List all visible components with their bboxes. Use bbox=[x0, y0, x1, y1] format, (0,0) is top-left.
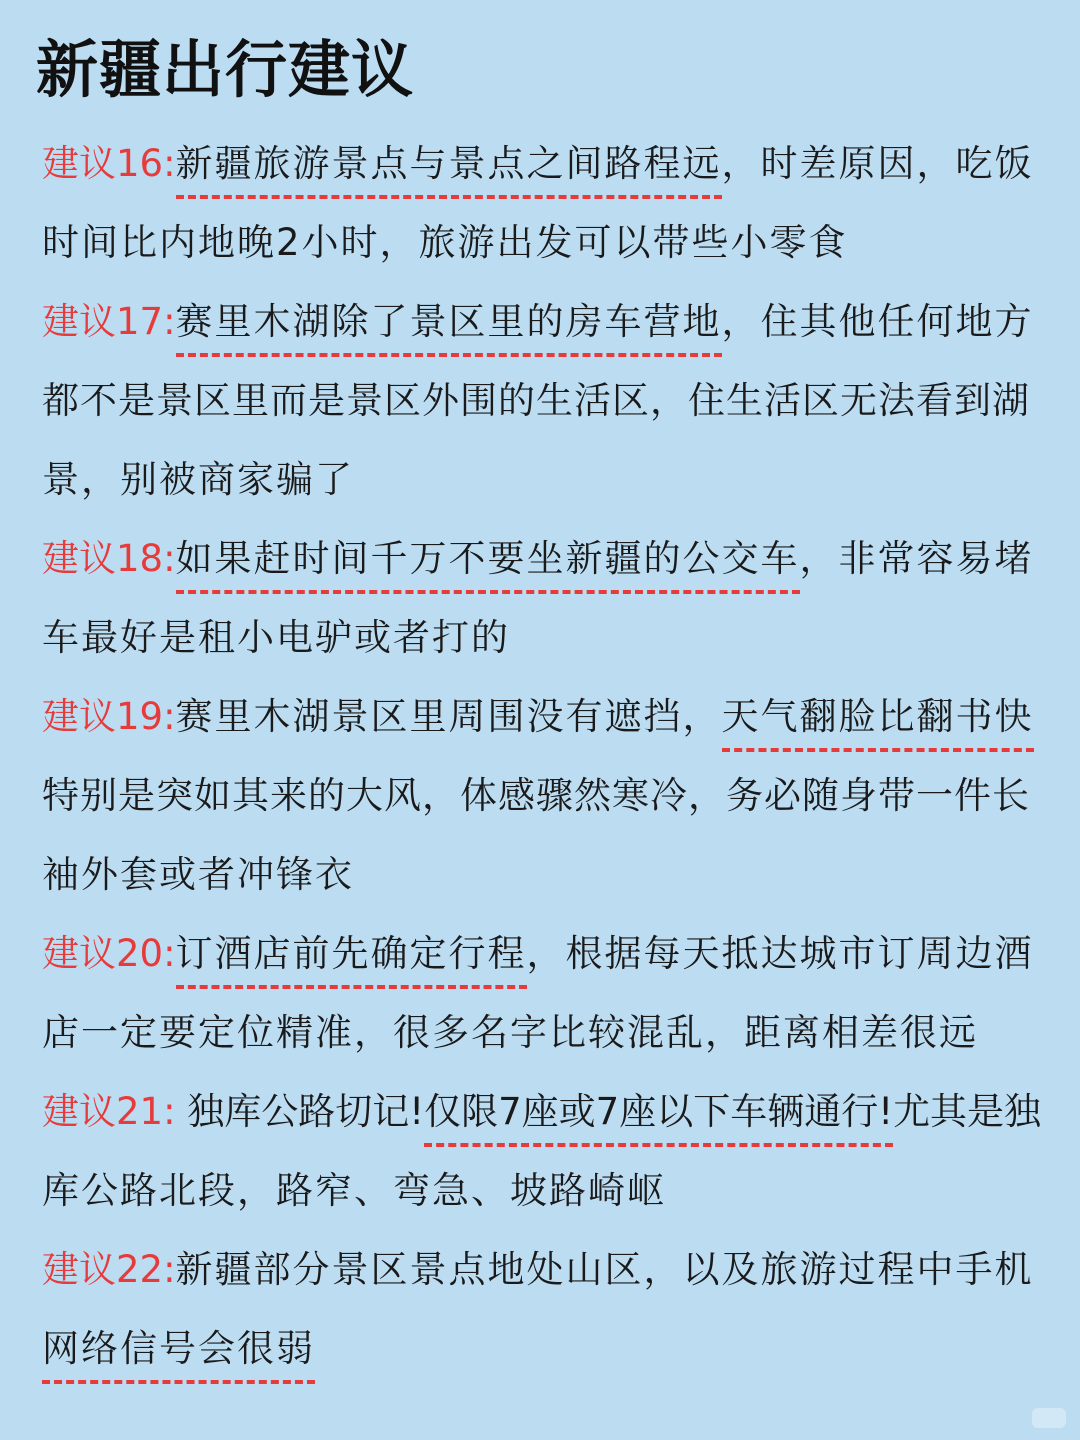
tip-line bbox=[42, 677, 1042, 756]
tip-text: ，根据每天抵达城市订周边酒 bbox=[526, 932, 1034, 975]
tip-line bbox=[42, 282, 1042, 361]
highlighted-text: 赛里木湖除了景区里的房车营地 bbox=[175, 300, 722, 343]
highlighted-text: 网络信号会很弱 bbox=[42, 1327, 315, 1370]
tip-label: 建议16: bbox=[42, 142, 176, 185]
tip-line: 都不是景区里而是景区外围的生活区，住生活区无法看到湖 bbox=[42, 379, 1030, 422]
tip-line bbox=[42, 1072, 1042, 1151]
tip-label: 建议22: bbox=[42, 1248, 176, 1291]
tip-line: 车最好是租小电驴或者打的 bbox=[42, 616, 510, 659]
tip-line: 时间比内地晚2小时，旅游出发可以带些小零食 bbox=[42, 221, 848, 264]
tip-text: 尤其是独 bbox=[893, 1090, 1042, 1133]
tip-label: 建议21: bbox=[42, 1090, 176, 1133]
tip-text: ，住其他任何地方 bbox=[721, 300, 1034, 343]
tip-16 bbox=[42, 124, 1042, 282]
tip-text: 独库公路切记! bbox=[175, 1090, 425, 1133]
tip-line: 库公路北段，路窄、弯急、坡路崎岖 bbox=[42, 1169, 666, 1212]
tip-label: 建议18: bbox=[42, 537, 176, 580]
tip-label: 建议17: bbox=[42, 300, 176, 343]
tip-line bbox=[42, 1230, 1042, 1309]
tip-line: 特别是突如其来的大风，体感骤然寒冷，务必随身带一件长 bbox=[42, 774, 1030, 817]
tip-line bbox=[42, 519, 1042, 598]
tip-line: 袖外套或者冲锋衣 bbox=[42, 853, 354, 896]
tip-label: 建议19: bbox=[42, 695, 176, 738]
tip-line bbox=[42, 914, 1042, 993]
tip-line bbox=[42, 124, 1042, 203]
page-title: 新疆出行建议 bbox=[36, 33, 415, 106]
tip-text: 新疆部分景区景点地处山区，以及旅游过程中手机 bbox=[175, 1248, 1034, 1291]
highlighted-text: 订酒店前先确定行程 bbox=[175, 932, 527, 975]
tip-text: 赛里木湖景区里周围没有遮挡， bbox=[175, 695, 722, 738]
watermark bbox=[1032, 1408, 1066, 1428]
tip-17 bbox=[42, 282, 1042, 519]
tip-18 bbox=[42, 519, 1042, 677]
tip-label: 建议20: bbox=[42, 932, 176, 975]
tip-text: ，非常容易堵 bbox=[799, 537, 1034, 580]
tip-text: ，时差原因，吃饭 bbox=[721, 142, 1034, 185]
highlighted-text: 天气翻脸比翻书快 bbox=[721, 695, 1034, 738]
tip-line: 店一定要定位精准，很多名字比较混乱，距离相差很远 bbox=[42, 1011, 978, 1054]
tip-21 bbox=[42, 1072, 1042, 1230]
highlighted-text: 新疆旅游景点与景点之间路程远 bbox=[175, 142, 722, 185]
highlighted-text: 如果赶时间千万不要坐新疆的公交车 bbox=[175, 537, 800, 580]
tip-22 bbox=[42, 1230, 1042, 1388]
highlighted-text: 仅限7座或7座以下车辆通行! bbox=[424, 1090, 894, 1133]
tip-19 bbox=[42, 677, 1042, 914]
tip-20 bbox=[42, 914, 1042, 1072]
tip-line bbox=[42, 1309, 1042, 1388]
tip-line: 景，别被商家骗了 bbox=[42, 458, 354, 501]
